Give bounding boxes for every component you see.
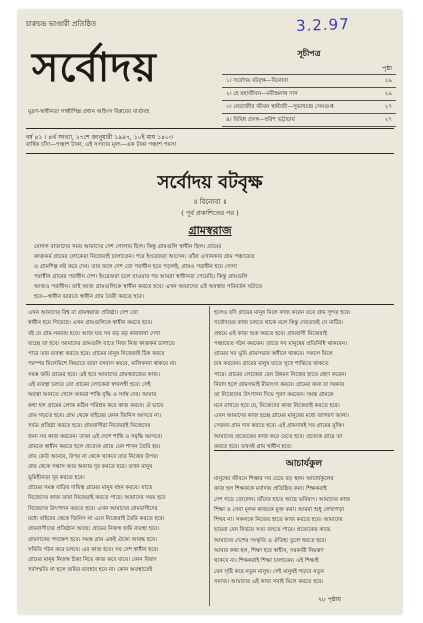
text-line: মানুষের জীবনে শিক্ষার সব চেয়ে বড় স্থান। আচার্যকুলের <box>214 476 334 482</box>
toc-item-label: ২। হে মহাজীবন—রবীন্দ্রনাথ দাস <box>226 91 298 97</box>
text-line: শিখব না। সকলকে নিজের হাতে কাজ করতে হবে। আমাদের <box>214 517 343 524</box>
text-line: সর্বসম্মতি না হলে জমির ব্যবহার হবে না। কোন অবস্থাতেই <box>28 567 153 574</box>
article-title: সর্বোদয় বটবৃক্ষ <box>157 172 263 193</box>
text-line: গ্রামবাসীদের প্রতিষ্ঠান আছে। গ্রামের নিজস্ব জমি ব্যবস্থা হবে। <box>28 526 159 533</box>
text-line: সেজন্য গ্রাম দান করতে হবে। এই গ্রামদানই সব গ্রামের মুক্তি। <box>214 423 345 430</box>
toc-item-page: ২৯ <box>384 78 392 84</box>
text-line: ভূমিহীনতা দূর করতে হবে। <box>28 474 85 481</box>
article-column-left <box>28 308 208 576</box>
price-line: বার্ষিক চাঁদা—পঞ্চাশ টাকা, এই সংখ্যার মূল্য—এক টাকা পঞ্চাশ পয়সা <box>26 141 394 154</box>
text-line: গ্রামকে স্বাধীন করতে হলে প্রত্যেক গ্রামে যেন শাসন তৈরি হয়। <box>28 443 161 450</box>
toc-item-page: ২৯ <box>384 91 392 97</box>
text-line: কথা হল গ্রামের লোক কঠিন পরিশ্রম করে কাজ করবে। ঐ ভাবে <box>28 402 164 409</box>
text-line: তা নিজেদের উৎপাদন দিয়ে পূরণ করবেন। সমস্ত গ্রামকে <box>214 392 334 399</box>
text-line: জন্য সব কাজ করবেন। তখন এই দেশে শান্তি ও সমৃদ্ধি আসবে। <box>28 433 163 440</box>
text-line: পরস্পর মিলেমিশে কিভাবে তারা বসবাস করবে, মালিকানা থাকবে না। <box>28 361 177 368</box>
text-line: এখন আমাদের বিশ্ব বা গ্রামস্বরাজ প্রতিষ্ঠা। দেশ তো <box>28 310 138 316</box>
masthead-slogan: মুদ্রণ-স্বাধীনতা গান্ধীশিল্প প্রধান অহিংস বিপ্লবের বার্তাবহ <box>28 109 150 115</box>
text-line: শিক্ষা ও সেবা মূলক কাজকে মুক্ত করা। আমরা শুধু লেখাপড়া <box>214 506 345 513</box>
continued-page-note: ২৮ পৃষ্ঠায় <box>318 596 341 603</box>
text-line: সমাজ। আমাদের এই কাজ সবাই মিলে করতে হবে। <box>214 578 324 585</box>
handwritten-date: 3.2.97 <box>295 15 351 35</box>
article-continued-note: ( পূর্ব প্রকাশিতের পর ) <box>181 209 239 217</box>
section-heading-acharyakul: আচার্যকুল <box>285 459 323 469</box>
text-line: আমাদের প্রত্যেকের কাজ করে যেতে হবে। প্রত্যেক গ্রামে তা <box>214 433 343 440</box>
text-line: নিজেদের উৎপাদন করতে হবে। এখন আমাদের গ্রামবাসীদের <box>28 505 158 512</box>
text-line: আজও পরাধীন। তাই আজ গ্রামগুলিকে স্বাধীন করতে হবে। এখন আমাদের এই অবস্থার পরিবর্তন ঘটাতে <box>34 284 263 290</box>
toc-row <box>222 100 396 113</box>
masthead-title: সর্বোদয় <box>32 44 157 91</box>
text-line: স্বাধীন হয়ে গিয়েছে। এখন গ্রামগুলিকে স্বাধীন করতে হবে। <box>28 320 153 327</box>
divider <box>26 304 394 305</box>
text-line: কাজ হল শিক্ষককে মর্যাদায় প্রতিষ্ঠিত করা। শিক্ষকরাই <box>214 486 327 493</box>
text-line: গ্রাম কেউ অন্যের, উপর না থেকে থাকবে তার নিজের উপর। <box>28 454 159 461</box>
text-line: মধ্যে বাইরের থেকে জিনিস না এনে নিজেরাই তৈরি করতে হবে। <box>28 515 165 522</box>
text-line: করতে হবে। তখনই গ্রাম স্বাধীন হবে। <box>214 443 292 450</box>
text-line: যেন সৃষ্টি করে নতুন মানুষ। সেই মানুষই গড়বে নতুন <box>214 568 324 575</box>
text-line: হলেও যদি গ্রামের মানুষ মিলে কাজ করেন তবে গ্রাম সুন্দর হবে। <box>214 310 351 316</box>
toc-row <box>222 87 396 100</box>
text-line: পারে। গ্রামের লোকেরা যেন উন্নয়ন নিজের হাতে গ্রহণ করেন। <box>214 371 347 378</box>
text-line: চাষ করবেন। গ্রামের মানুষ যাতে সুখে শান্তিতে থাকতে <box>214 361 329 368</box>
text-line: মনে রাখতে হবে যে, নিজেদের কাজ নিজেরাই করতে হবে। <box>214 402 340 409</box>
toc-item-label: ৩। নেতাজীর জীবন স্বামীজী—সুভাষচন্দ্র সেনগুপ্ত <box>226 104 334 110</box>
article-column-right-lower <box>214 474 394 587</box>
text-line: দেশ গড়ে তোলেন। তাঁদের হাতে আছে ভবিষ্যৎ। আমাদের কাজ <box>214 496 351 503</box>
text-line: ও গ্রামশিল্প নষ্ট করে দেন। তার ফলে দেশ তো পরাধীন হয়ে পড়লই, গ্রামও পরাধীন হয়ে গেল! <box>34 264 238 270</box>
text-line: ছাত্ররা যেন নির্ভয়ে সত্য বলতে পারে। প্রত্যেকের কাছে <box>214 527 331 534</box>
text-line: নিজেদের কাজ তারা নিজেরাই করতে পারে। আমাদের সময় হবে <box>28 495 166 502</box>
text-line: পরাধীন গ্রামের পরাধীন দেশ। ইংরেজরা চলে যাওয়ার পর আমরা স্বাধীনতা পেয়েছি। কিন্তু গ্রামগুলি <box>34 274 248 280</box>
text-line: থাকবে না। শিক্ষকরাই শিক্ষা চালাবেন। এই শিক্ষাই <box>214 558 319 565</box>
text-line: আমাদের দেশের সংস্কৃতি ও ঐতিহ্য তুলে ধরতে হবে। <box>214 537 327 544</box>
toc-item-label: ৪। বিবিধ প্রসঙ্গ—হরিশ ভট্টাচার্য <box>226 117 295 123</box>
issue-line: বর্ষ ৪১ । ৪র্থ সংখ্যা, ২৭শে জানুয়ারী ১৯৯৭, ১০ই মাঘ ১৪০৩ <box>26 128 394 143</box>
text-line: সমস্ত জমি গ্রামের হবে। এই হবে আমাদের গ্রামস্বরাজের কাজ। <box>28 371 160 378</box>
founder-line: চারুচন্দ্র ভাণ্ডারী প্রতিষ্ঠিত <box>26 20 97 28</box>
text-line: গ্রামের সব ভূমি গ্রামসভার অধীনে থাকবে। সকলে মিলে <box>214 351 333 358</box>
text-line: গ্রাম থেকে সন্ত্রাস আর অন্যায় দূর করতে হবে। তখন মানুষ <box>28 464 153 471</box>
text-line: আমার কথা হল, শিক্ষা হবে স্বাধীন, সরকারী নিয়ন্ত্রণ <box>214 548 324 555</box>
text-line: পারে তার ব্যবস্থা করতে হবে। গ্রামের মানুষ নিজেরাই ঠিক করবে <box>28 351 165 358</box>
text-line: কাজকর্ম গ্রামের লোকেরা নিজেরাই চালাতেন। পরে ইংরেজরা আসেন। তাঁরা এখানকার গ্রাম পঞ্চায়েত <box>34 254 255 260</box>
text-line: সর্বোদয়ের কাজ চলতে থাকে বলে কিন্তু দেবতারই সে মাটির। <box>214 320 344 327</box>
text-line: গ্রামের সমস্ত বাড়ির দায়িত্ব গ্রামের মানুষ বহন করবে। যাতে <box>28 485 153 492</box>
toc-item-label: ১। সর্বোদয় বটবৃক্ষ—বিনোবা <box>226 78 289 84</box>
toc-page-header: পৃষ্ঠা <box>382 65 392 72</box>
newspaper-page <box>18 10 402 614</box>
divider <box>214 450 394 451</box>
text-line: গ্রামদানের পদক্ষেপ হবে। সমস্ত গ্রাম একই ঐক্যে আবদ্ধ হবে। <box>28 536 157 543</box>
text-line: গ্রামের মানুষ নিজস্ব চিন্তা নিয়ে কাজ করে যাবে। কোন বিবাদ <box>28 557 157 564</box>
toc-item-page: ২৭ <box>384 117 392 123</box>
table-of-contents <box>222 48 396 127</box>
text-line: অবস্থা আনতে গেলে আমরা শান্তি বৃদ্ধি ও সর্বস্ব দেব। আমার <box>28 392 157 399</box>
section-heading-gramswaraj: গ্রামস্বরাজ <box>188 224 232 237</box>
toc-title: সূচীপত্র <box>297 48 321 58</box>
text-line: গ্রাম গড়তে হবে। গ্রাম থেকে বাইরের কোন জিনিস আসবে না। <box>28 412 162 419</box>
text-line: হবে—স্বাধীন ভারতে স্বাধীন গ্রাম তৈরী করতে হবে। <box>34 294 144 300</box>
article-column-right <box>214 308 394 452</box>
text-line: বই যে গ্রাম-সমবায় হবে। আজ যত সব বড় বড় কারখানা দেখা <box>28 330 161 337</box>
article-intro <box>34 242 386 302</box>
text-line: এখন আমাদের কাজ হচ্ছে গ্রামের মানুষের মধ্যে জাগরণ আনা। <box>214 412 349 419</box>
toc-row <box>222 74 396 87</box>
article-author: ॥ বিনোবা ॥ <box>193 198 227 206</box>
text-line: যাচ্ছে তা হবে। আমাদের গ্রামগুলি যাতে নিজ নিজ কাজকর্ম চালাতে <box>28 340 175 347</box>
toc-row <box>222 113 396 127</box>
toc-item-page: ২৭ <box>384 104 392 110</box>
text-line: সমিতি গঠন করে চলবে। এর কাজ হবে। সব দেশ স্বাধীন হবে। <box>28 546 159 553</box>
text-line: প্রথমে এই কাজ শুরু করতে হবে। গ্রামবাসী নিজেরাই <box>214 330 327 337</box>
column-divider <box>209 306 210 606</box>
text-line: সর্বত্র প্রতিষ্ঠা করতে হবে। গ্রামবাসীরা নিজেরাই নিজেদের <box>28 423 151 430</box>
text-line: পঞ্চায়েত গঠন করবেন। তাতে সব মানুষের প্রতিনিধি থাকবেন। <box>214 340 347 347</box>
text-line: মোগল বাজাদের সময় আমাদের দেশ গোলাম ছিল। কিন্তু গ্রামগুলি স্বাধীন ছিল। গ্রামের <box>34 244 222 250</box>
text-line: বিবাদ হলে গ্রামসভাই মীমাংসা করবে। গ্রামের জন্য যা দরকার <box>214 382 345 389</box>
text-line: এই ব্যবস্থা চলবে তো গ্রামের লোকেরা স্বাবলম্বী হবে। সেই <box>28 382 151 389</box>
